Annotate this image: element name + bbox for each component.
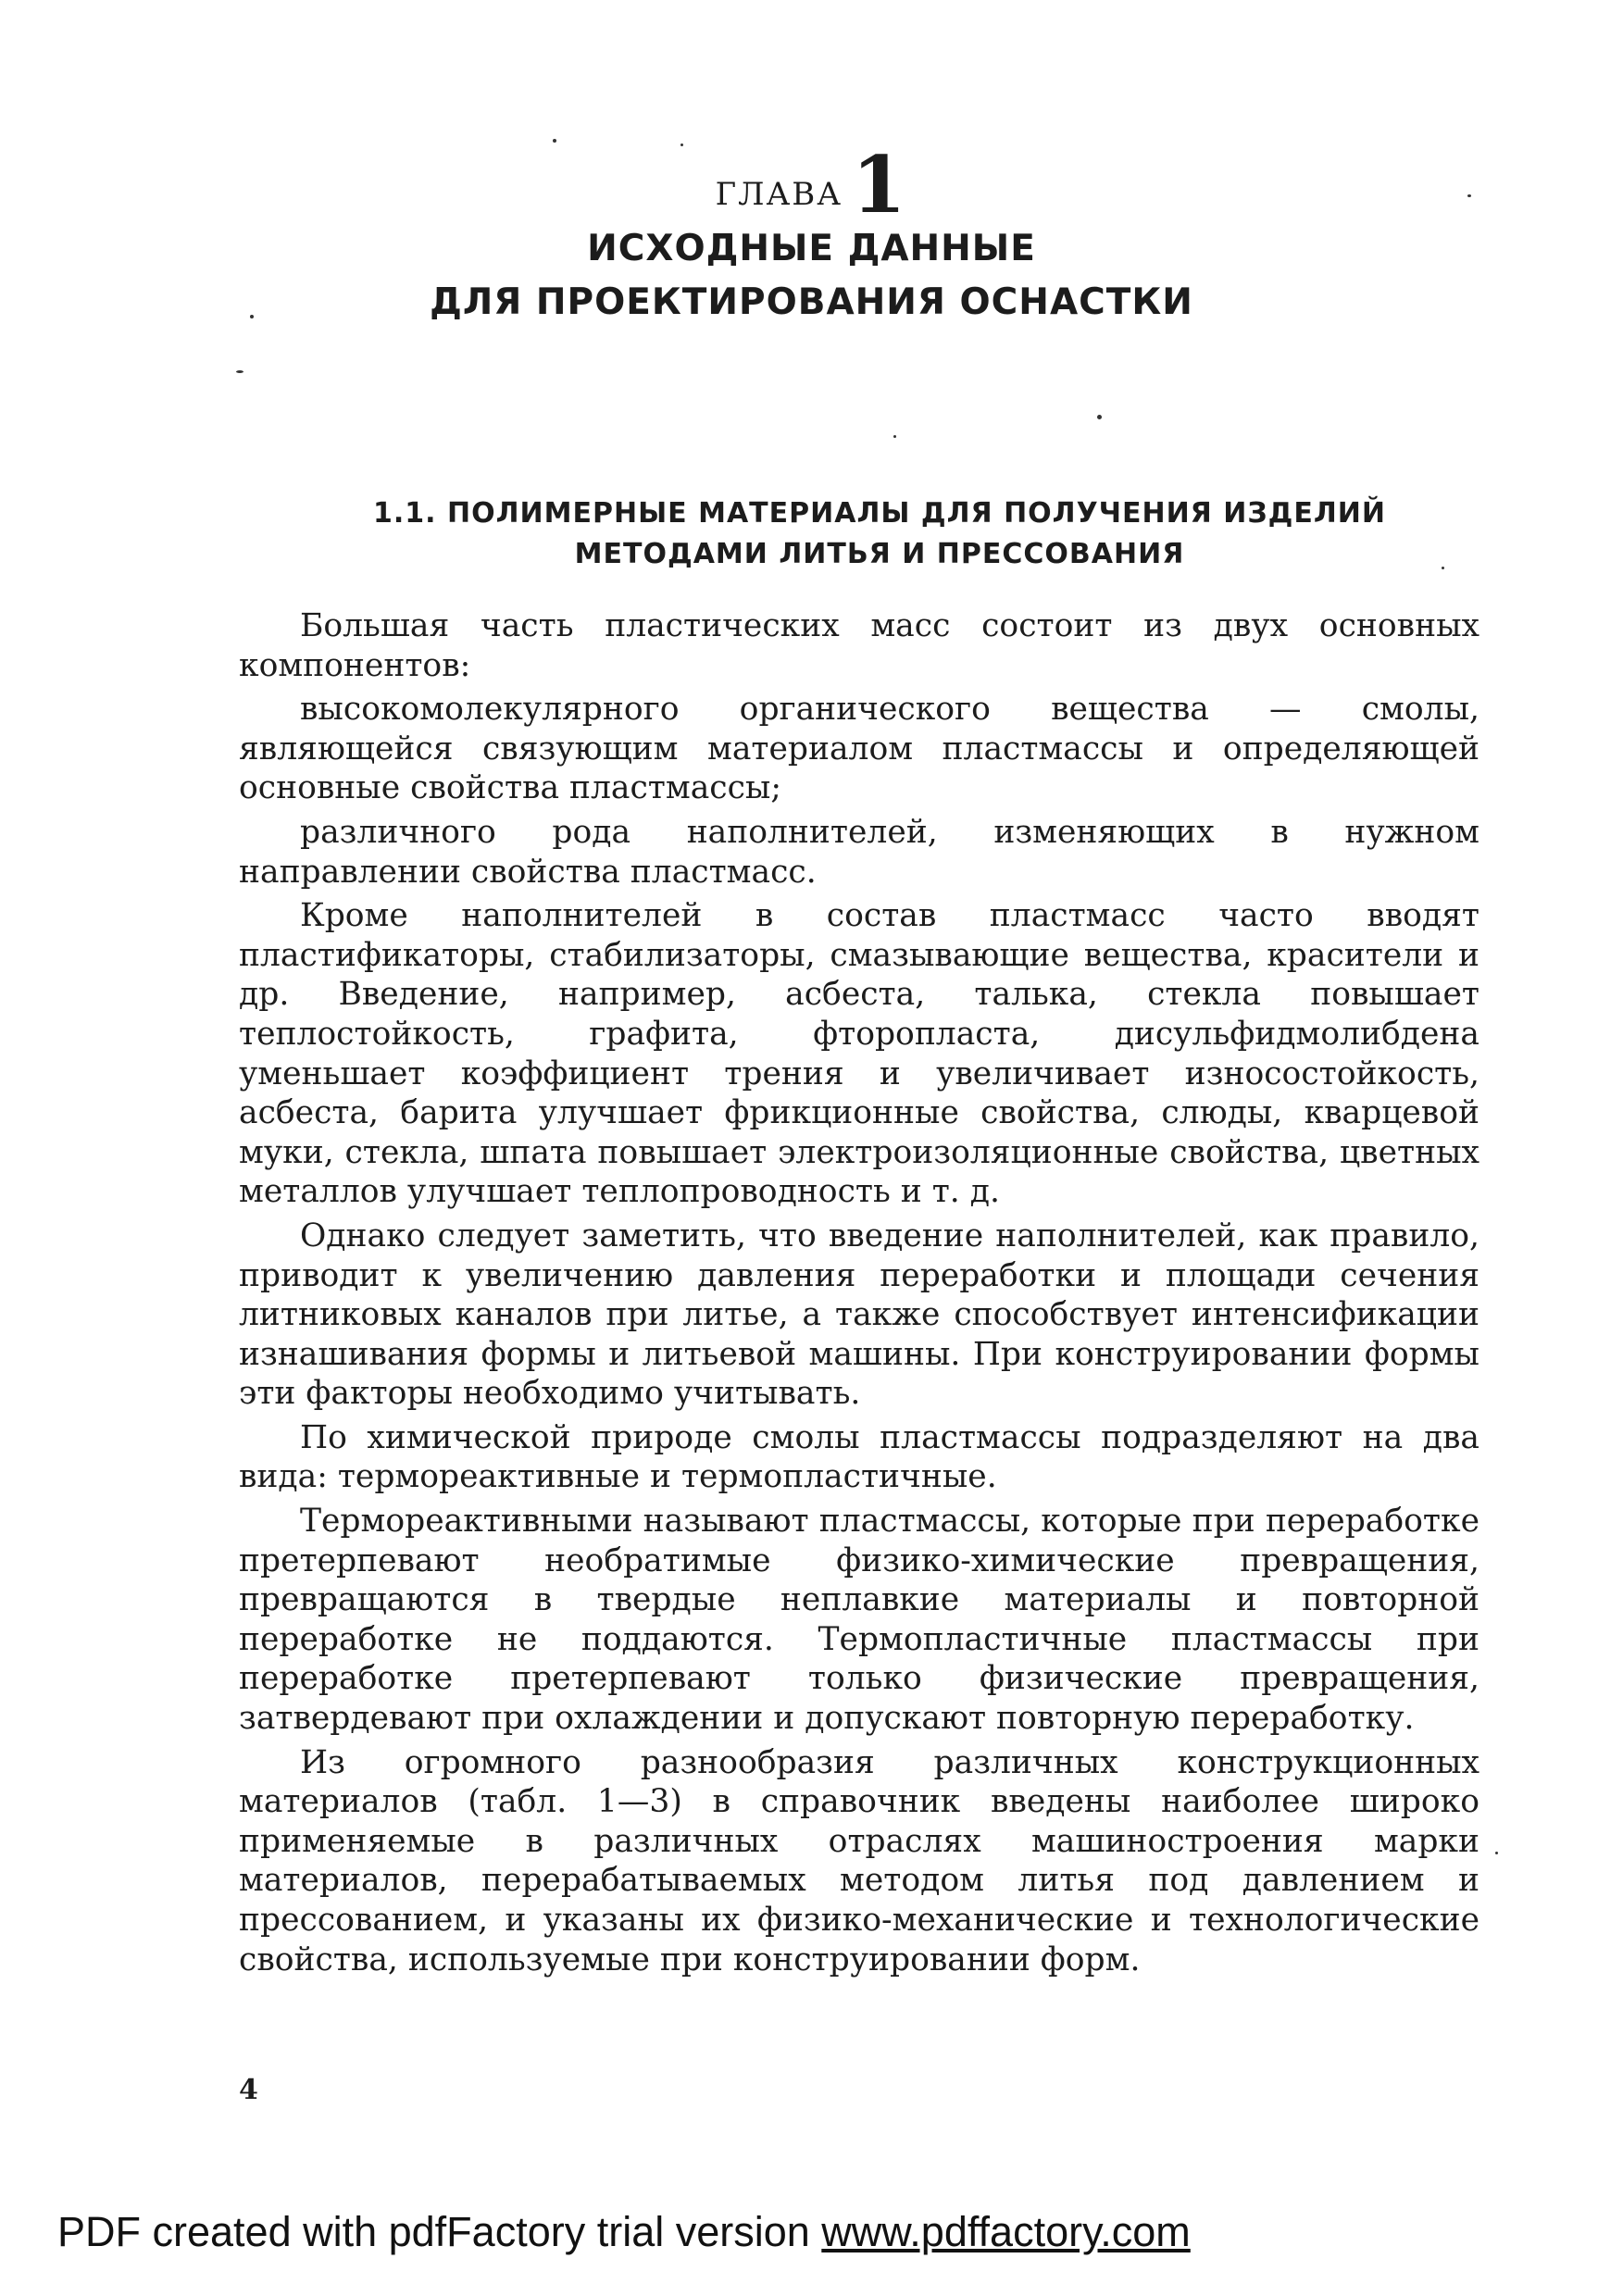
chapter-title <box>0 222 1623 330</box>
chapter-heading <box>0 139 1623 231</box>
scan-speck <box>680 144 683 146</box>
paragraph: Из огромного разнообразия различных конструкционных материалов (табл. 1—3) в справочник введены наиболее широко применяемые в различных отраслях машиностроения марки материалов, перерабатываемых методом литья под давлением и прессованием, и указаны их физико-механические и технологические свойства, используемые при конструировании форм. <box>239 1743 1479 1978</box>
chapter-title-line-2: ДЛЯ ПРОЕКТИРОВАНИЯ ОСНАСТКИ <box>430 281 1193 323</box>
scan-speck <box>1097 415 1102 419</box>
section-title-line-2: МЕТОДАМИ ЛИТЬЯ И ПРЕССОВАНИЯ <box>574 538 1185 570</box>
paragraph: Кроме наполнителей в состав пластмасс часто вводят пластификаторы, стабилизаторы, смазывающие вещества, красители и др. Введение, например, асбеста, талька, стекла повышает теплостойкость, графита, фторопласта, дисульфидмолибдена уменьшает коэффициент трения и увеличивает износостойкость, асбеста, барита улучшает фрикционные свойства, слюды, кварцевой муки, стекла, шпата повышает электроизоляционные свойства, цветных металлов улучшает теплопроводность и т. д. <box>239 897 1479 1211</box>
scan-speck <box>553 139 556 143</box>
paragraph: Большая часть пластических масс состоит из двух основных компонентов: <box>239 607 1479 684</box>
scan-speck <box>1495 1852 1498 1854</box>
paragraph: высокомолекулярного органического вещества — смолы, являющейся связующим материалом пластмассы и определяющей основные свойства пластмассы; <box>239 691 1479 807</box>
scan-speck <box>1467 194 1471 197</box>
scan-speck <box>250 315 254 318</box>
chapter-title-line-1: ИСХОДНЫЕ ДАННЫЕ <box>587 228 1036 269</box>
footer-link[interactable]: www.pdffactory.com <box>821 2208 1191 2255</box>
section-title-line-1: 1.1. ПОЛИМЕРНЫЕ МАТЕРИАЛЫ ДЛЯ ПОЛУЧЕНИЯ ИЗДЕЛИЙ <box>373 497 1386 530</box>
paragraph: По химической природе смолы пластмассы подразделяют на два вида: термореактивные и термопластичные. <box>239 1418 1479 1496</box>
scan-speck <box>236 370 243 373</box>
paragraph: Термореактивными называют пластмассы, которые при переработке претерпевают необратимые физико-химические превращения, превращаются в твердые неплавкие материалы и повторной переработке не поддаются. Термопластичные пластмассы при переработке претерпевают только физические превращения, затвердевают при охлаждении и допускают повторную переработку. <box>239 1503 1479 1738</box>
section-title <box>278 493 1481 575</box>
page-number: 4 <box>239 2074 258 2106</box>
chapter-number: 1 <box>851 139 908 231</box>
chapter-label: ГЛАВА <box>715 176 843 213</box>
pdf-watermark-footer <box>57 2208 1585 2256</box>
scan-speck <box>1442 567 1444 569</box>
body-text <box>239 606 1479 1984</box>
paragraph: Однако следует заметить, что введение наполнителей, как правило, приводит к увеличению давления переработки и площади сечения литниковых каналов при литье, а также способствует интенсификации изнашивания формы и литьевой машины. При конструировании формы эти факторы необходимо учитывать. <box>239 1217 1479 1413</box>
paragraph: различного рода наполнителей, изменяющих в нужном направлении свойства пластмасс. <box>239 813 1479 891</box>
scan-speck <box>893 435 896 438</box>
footer-text: PDF created with pdfFactory trial version <box>57 2208 822 2255</box>
